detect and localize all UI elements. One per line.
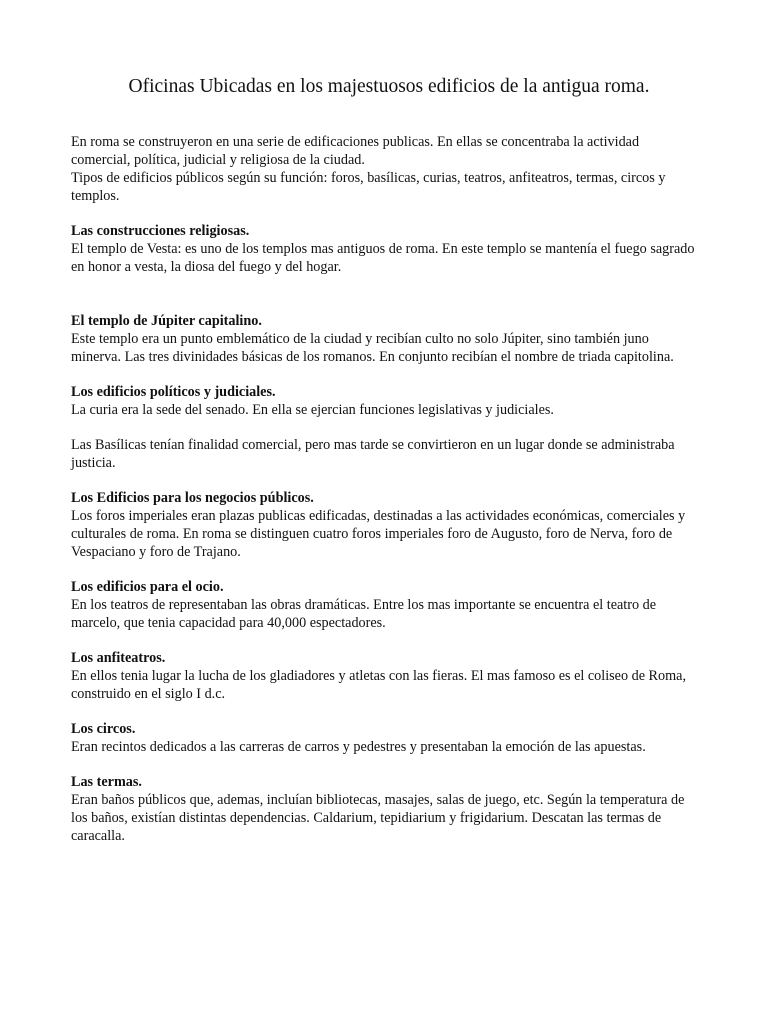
section-paragraph: El templo de Vesta: es uno de los templos mas antiguos de roma. En este templo se mantenía el fuego sagrado en honor a vesta, la diosa del fuego y del hogar. xyxy=(71,241,695,275)
section-heading: El templo de Júpiter capitalino. xyxy=(71,313,262,329)
paragraph-spacer xyxy=(71,276,701,312)
section-heading: Los Edificios para los negocios públicos. xyxy=(71,490,314,506)
section-heading: Las termas. xyxy=(71,774,142,790)
paragraph-spacer xyxy=(71,703,701,720)
document-title: Oficinas Ubicadas en los majestuosos edificios de la antigua roma. xyxy=(128,76,650,97)
paragraph-spacer xyxy=(71,205,701,222)
paragraph-spacer xyxy=(71,366,701,383)
intro-paragraph: Tipos de edificios públicos según su función: foros, basílicas, curias, teatros, anfiteatros, termas, circos y templos. xyxy=(71,170,666,204)
section-paragraph: Este templo era un punto emblemático de la ciudad y recibían culto no solo Júpiter, sino también juno minerva. Las tres divinidades básicas de los romanos. En conjunto recibían el nombre de triada capitolina. xyxy=(71,331,674,365)
paragraph-spacer xyxy=(71,419,701,436)
paragraph-spacer xyxy=(71,632,701,649)
section-heading: Los circos. xyxy=(71,721,136,737)
section-heading: Las construcciones religiosas. xyxy=(71,223,250,239)
document-body xyxy=(71,133,701,845)
section-heading: Los edificios políticos y judiciales. xyxy=(71,384,276,400)
section-heading: Los edificios para el ocio. xyxy=(71,579,224,595)
section-paragraph: La curia era la sede del senado. En ella se ejercian funciones legislativas y judiciales. xyxy=(71,402,554,418)
paragraph-spacer xyxy=(71,756,701,773)
section-heading: Los anfiteatros. xyxy=(71,650,166,666)
section-paragraph: Eran baños públicos que, ademas, incluían bibliotecas, masajes, salas de juego, etc. Según la temperatura de los baños, existían distintas dependencias. Caldarium, tepidiarium y frigidarium. Descatan las termas de caracalla. xyxy=(71,792,685,844)
paragraph-spacer xyxy=(71,472,701,489)
paragraph-spacer xyxy=(71,561,701,578)
section-paragraph: Eran recintos dedicados a las carreras de carros y pedestres y presentaban la emoción de las apuestas. xyxy=(71,739,646,755)
section-paragraph: Los foros imperiales eran plazas publicas edificadas, destinadas a las actividades económicas, comerciales y culturales de roma. En roma se distinguen cuatro foros imperiales foro de Augusto, foro de Nerva, foro de Vespaciano y foro de Trajano. xyxy=(71,508,686,560)
section-paragraph: En los teatros de representaban las obras dramáticas. Entre los mas importante se encuentra el teatro de marcelo, que tenia capacidad para 40,000 espectadores. xyxy=(71,597,657,631)
section-paragraph: Las Basílicas tenían finalidad comercial, pero mas tarde se convirtieron en un lugar donde se administraba justicia. xyxy=(71,437,675,471)
section-paragraph: En ellos tenia lugar la lucha de los gladiadores y atletas con las fieras. El mas famoso es el coliseo de Roma, construido en el siglo I d.c. xyxy=(71,668,686,702)
intro-paragraph: En roma se construyeron en una serie de edificaciones publicas. En ellas se concentraba la actividad comercial, política, judicial y religiosa de la ciudad. xyxy=(71,134,640,168)
